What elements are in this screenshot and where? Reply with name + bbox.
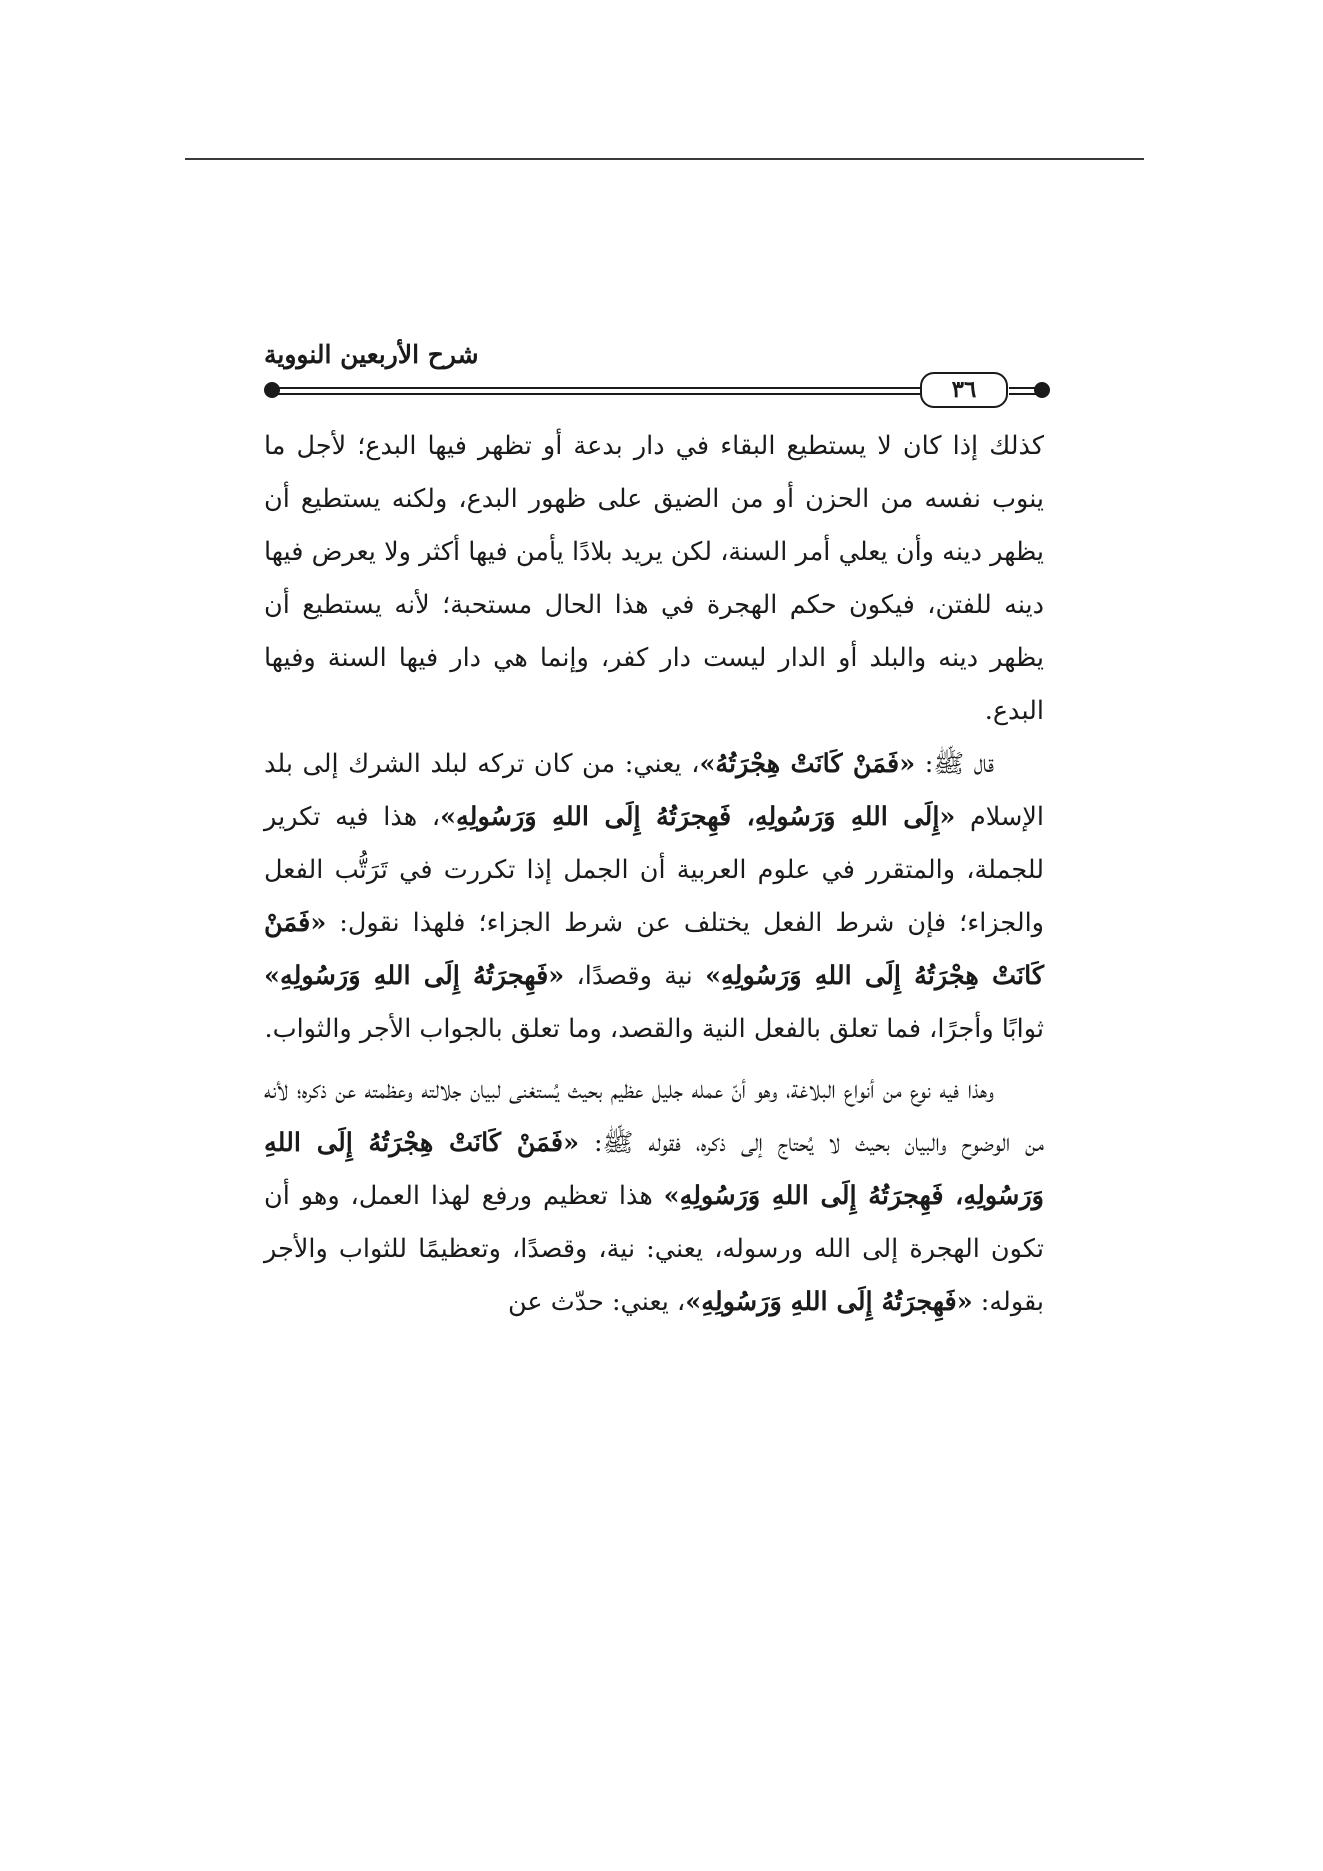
paragraph-text: نية وقصدًا،: [564, 961, 706, 991]
top-rule: [185, 158, 1144, 160]
paragraph-text: هذا تعظيم ورفع لهذا العمل، وهو أن تكون الهجرة إلى الله ورسوله، يعني: نية، وقصدًا، وتعظيمًا للثواب والأجر بقوله:: [264, 1181, 1044, 1317]
header-rule: [1009, 393, 1037, 395]
page-number: ٣٦: [920, 372, 1008, 408]
paragraph-text: ، يعني: من كان تركه لبلد الشرك إلى بلد الإسلام: [264, 749, 1044, 832]
paragraph-text: ، هذا فيه تكرير للجملة، والمتقرر في علوم العربية أن الجمل إذا تكررت في تَرَتُّب الفعل والجزاء؛ فإن شرط الفعل يختلف عن شرط الجزاء؛ فلهذا نقول:: [264, 802, 1044, 938]
paragraph-text: وهذا فيه نوع من أنواع البلاغة، وهو أنّ عمله جليل عظيم بحيث يُستغنى لبيان جلالته وعظمته عن ذكره؛ لأنه من الوضوح والبيان بحيث لا يُحتاج إلى ذكره، فقوله ﷺ:: [264, 1075, 1044, 1158]
page-body: [264, 420, 1044, 1329]
page-header: [264, 340, 1044, 410]
paragraph-text: ثوابًا وأجرًا، فما تعلق بالفعل النية والقصد، وما تعلق بالجواب الأجر والثواب.: [264, 1014, 1044, 1044]
header-rule: [274, 393, 922, 395]
book-title: شرح الأربعين النووية: [264, 340, 479, 369]
header-rule: [274, 387, 922, 389]
paragraph-text: قال ﷺ:: [915, 749, 995, 779]
paragraph-text: كذلك إذا كان لا يستطيع البقاء في دار بدعة أو تظهر فيها البدع؛ لأجل ما ينوب نفسه من الحزن أو من الضيق على ظهور البدع، ولكنه يستطيع أن يظهر دينه وأن يعلي أمر السنة، لكن يريد بلادًا يأمن فيها أكثر ولا يعرض فيها دينه للفتن، فيكون حكم الهجرة في هذا الحال مستحبة؛ لأنه يستطيع أن يظهر دينه والبلد أو الدار ليست دار كفر، وإنما هي دار فيها السنة وفيها البدع.: [264, 431, 1044, 726]
paragraph: [264, 1064, 1044, 1329]
left-ornament-dot: [264, 382, 280, 398]
hadith-quote: «فَمَنْ كَانَتْ هِجْرَتُهُ»: [699, 749, 916, 779]
hadith-quote: «فَهِجرَتُهُ إِلَى اللهِ وَرَسُولِهِ»: [264, 961, 565, 991]
header-rule: [1009, 387, 1037, 389]
right-ornament-dot: [1034, 382, 1050, 398]
hadith-quote: «فَمَنْ كَانَتْ هِجْرَتُهُ إِلَى اللهِ وَرَسُولِهِ، فَهِجرَتُهُ إِلَى اللهِ وَرَسُولِهِ»: [264, 1128, 1045, 1211]
paragraph-text: ، يعني: حدّث عن: [507, 1287, 686, 1317]
hadith-quote: «إِلَى اللهِ وَرَسُولِهِ، فَهِجرَتُهُ إِلَى اللهِ وَرَسُولِهِ»: [440, 802, 956, 832]
paragraph: [264, 420, 1044, 738]
hadith-quote: «فَمَنْ كَانَتْ هِجْرَتُهُ إِلَى اللهِ وَرَسُولِهِ»: [264, 908, 1044, 991]
hadith-quote: «فَهِجرَتُهُ إِلَى اللهِ وَرَسُولِهِ»: [685, 1287, 973, 1317]
paragraph: [264, 738, 1044, 1056]
